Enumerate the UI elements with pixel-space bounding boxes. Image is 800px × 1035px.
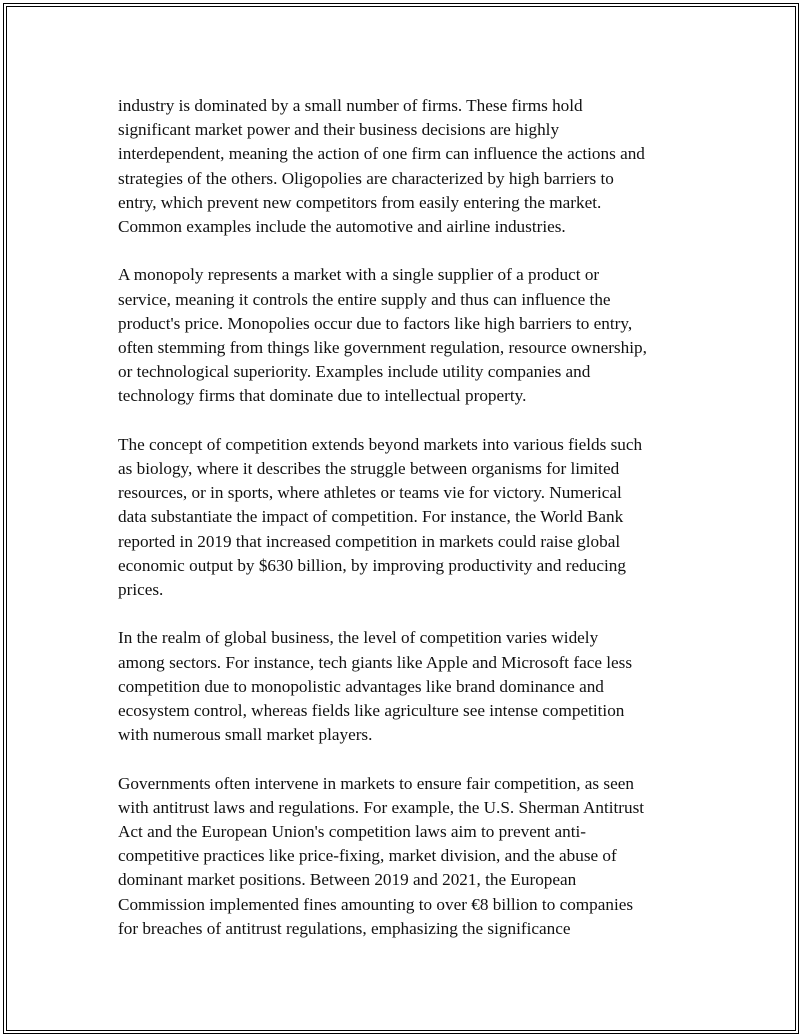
- paragraph-monopoly: A monopoly represents a market with a single supplier of a product or service, meaning it controls the entire supply and thus can influence the product's price. Monopolies occur due to factors like high barriers to entry, often stemming from things like government regulation, resource ownership, or technological superiority. Examples include utility companies and technology firms that dominate due to intellectual property.: [118, 265, 647, 406]
- paragraph-global-business: In the realm of global business, the level of competition varies widely among sectors. For instance, tech giants like Apple and Microsoft face less competition due to monopolistic advantages like brand dominance and ecosystem control, whereas fields like agriculture see intense competition with numerous small market players.: [118, 628, 633, 745]
- paragraph-government-intervention: Governments often intervene in markets to ensure fair competition, as seen with antitrust laws and regulations. For example, the U.S. Sherman Antitrust Act and the European Union's competition laws aim to prevent anti- competitive practices like price-fixing, market division, and the abuse of dominant market positions. Between 2019 and 2021, the European Commission implemented fines amounting to over €8 billion to companies for breaches of antitrust regulations, emphasizing the significance: [118, 773, 645, 938]
- paragraph-oligopoly: industry is dominated by a small number of firms. These firms hold significant market power and their business decisions are highly interdependent, meaning the action of one firm can influence the actions and strategies of the others. Oligopolies are characterized by high barriers to entry, which prevent new competitors from easily entering the market. Common examples include the automotive and airline industries.: [118, 96, 645, 237]
- paragraph-competition-concept: The concept of competition extends beyond markets into various fields such as biology, where it describes the struggle between organisms for limited resources, or in sports, where athletes or teams vie for victory. Numerical data substantiate the impact of competition. For instance, the World Bank reported in 2019 that increased competition in markets could raise global economic output by $630 billion, by improving productivity and reducing prices.: [118, 434, 643, 600]
- document-body: [118, 94, 688, 965]
